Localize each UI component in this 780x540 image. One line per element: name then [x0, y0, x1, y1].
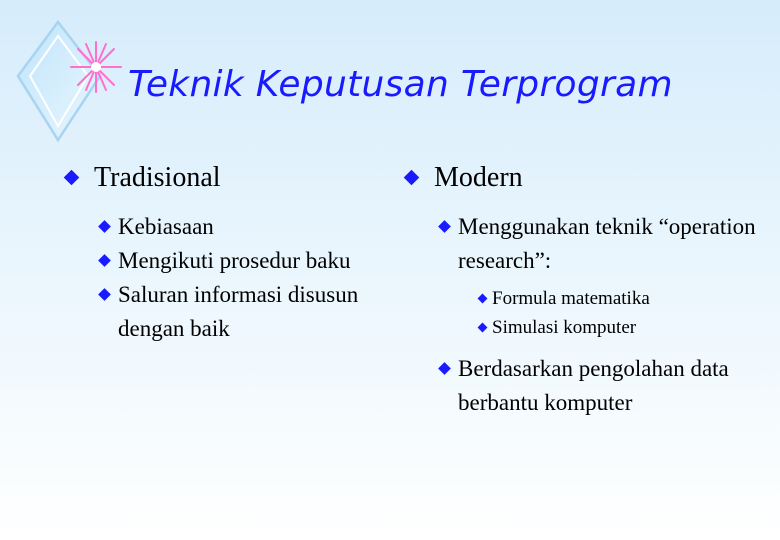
left-column [60, 160, 390, 346]
diamond-bullet-icon [98, 220, 111, 233]
sub-list-item-text: Simulasi komputer [492, 317, 637, 338]
diamond-bullet-icon [98, 254, 111, 267]
list-item [94, 244, 390, 278]
list-item-text: Kebiasaan [118, 214, 214, 239]
list-item-text: Mengikuti prosedur baku [118, 248, 351, 273]
right-column [400, 160, 760, 420]
sub-list-item [474, 284, 760, 313]
heading-text: Tradisional [94, 162, 221, 193]
list-item-text: Berdasarkan pengolahan data berbantu komputer [458, 356, 729, 415]
diamond-bullet-icon [64, 170, 80, 186]
bullet-heading-tradisional [60, 160, 390, 196]
diamond-bullet-icon [478, 323, 488, 333]
list-item [434, 352, 760, 420]
diamond-bullet-icon [404, 170, 420, 186]
diamond-bullet-icon [438, 362, 451, 375]
list-item [94, 210, 390, 244]
list-item [434, 210, 760, 278]
list-item-text: Saluran informasi disusun dengan baik [118, 282, 359, 341]
sub-list-item-text: Formula matematika [492, 288, 650, 309]
diamond-bullet-icon [438, 220, 451, 233]
diamond-bullet-icon [98, 288, 111, 301]
list-item-text: Menggunakan teknik “operation research”: [458, 214, 756, 273]
page-title: Teknik Keputusan Terprogram [128, 64, 673, 105]
diamond-starburst-icon [14, 18, 134, 148]
diamond-bullet-icon [478, 294, 488, 304]
sub-list-item [474, 313, 760, 342]
list-item [94, 278, 390, 346]
bullet-heading-modern [400, 160, 760, 196]
heading-text: Modern [434, 162, 523, 193]
